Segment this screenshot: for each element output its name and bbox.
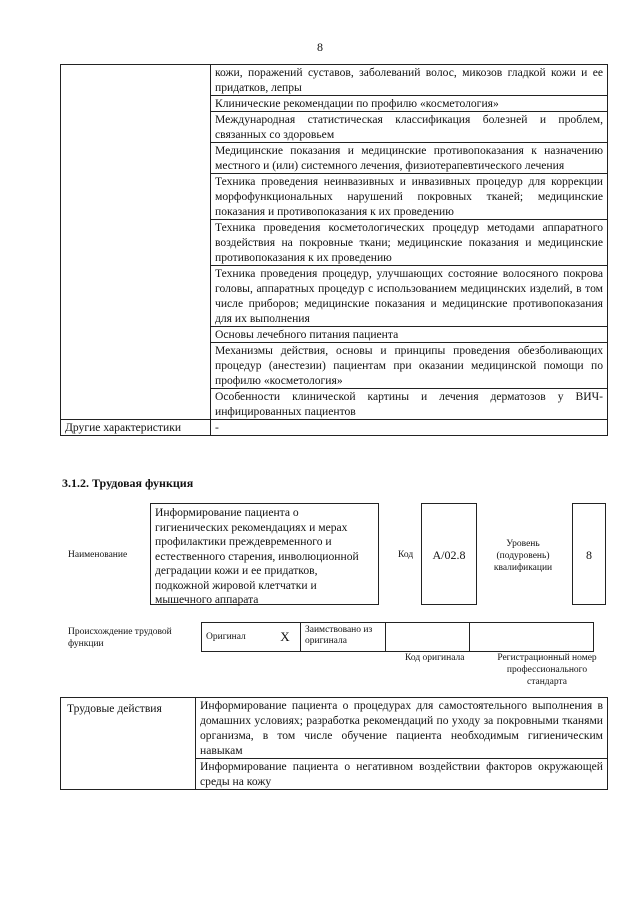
- table-cell-left: Другие характеристики: [61, 420, 211, 436]
- table-cell: Информирование пациента о процедурах для самостоятельного выполнения в домашних условиях; разработка рекомендаций по уходу за покровными тканями организма, в том числе обучение пациента необходимым гигиеническим навыкам: [196, 698, 608, 759]
- code-original-label: Код оригинала: [405, 653, 465, 663]
- actions-table: [60, 697, 608, 790]
- borrowed-label: Заимствовано из оригинала: [301, 623, 386, 652]
- table-cell: Техника проведения процедур, улучшающих состояние волосяного покрова головы, аппаратных процедур с использованием медицинских изделий, в том числе приборов; медицинские показания и медицинские противопоказания для их выполнения: [211, 266, 608, 327]
- code-original-cell: [386, 623, 470, 652]
- origin-label: Происхождение трудовой функции: [68, 627, 172, 649]
- table-cell-left: [61, 65, 211, 420]
- table-cell: Информирование пациента о негативном воздействии факторов окружающей среды на кожу: [196, 759, 608, 790]
- name-label: Наименование: [68, 550, 128, 560]
- table-cell: кожи, поражений суставов, заболеваний волос, микозов гладкой кожи и ее придатков, лепры: [211, 65, 608, 96]
- table-cell: Медицинские показания и медицинские противопоказания к назначению местного и (или) системного лечения, физиотерапевтического лечения: [211, 143, 608, 174]
- code-label: Код: [398, 550, 414, 560]
- table-cell: Техника проведения косметологических процедур методами аппаратного воздействия на покровные ткани; медицинские показания и медицинские противопоказания к их проведению: [211, 220, 608, 266]
- table-cell: Механизмы действия, основы и принципы проведения обезболивающих процедур (анестезии) пациентам при оказании медицинской помощи по профилю «косметология»: [211, 343, 608, 389]
- origin-table: [201, 622, 594, 652]
- page-number: 8: [317, 40, 323, 54]
- original-mark: X: [270, 623, 301, 652]
- table-cell: Техника проведения неинвазивных и инвазивных процедур для коррекции морфофункциональных нарушений покровных тканей; медицинские показания и противопоказания к их проведению: [211, 174, 608, 220]
- table-row: [61, 698, 608, 759]
- knowledge-table: [60, 64, 608, 436]
- reg-number-label: Регистрационный номер профессионального стандарта: [497, 653, 597, 687]
- original-label: Оригинал: [202, 623, 271, 652]
- table-cell: Основы лечебного питания пациента: [211, 327, 608, 343]
- table-row: [202, 623, 594, 652]
- table-row: [61, 65, 608, 96]
- section-heading: 3.1.2. Трудовая функция: [62, 476, 194, 490]
- table-cell: Международная статистическая классификация болезней и проблем, связанных со здоровьем: [211, 112, 608, 143]
- table-row: [61, 420, 608, 436]
- actions-label: Трудовые действия: [61, 698, 196, 790]
- level-box: [572, 503, 606, 605]
- table-cell: Клинические рекомендации по профилю «косметология»: [211, 96, 608, 112]
- function-name-box: Информирование пациента о гигиенических рекомендациях и мерах профилактики преждевременного и естественного старения, инволюционной деградации кожи и ее придатков, подкожной жировой клетчатки и мышечного аппарата: [150, 503, 379, 605]
- code-box: [421, 503, 477, 605]
- table-cell: -: [211, 420, 608, 436]
- reg-number-cell: [470, 623, 594, 652]
- table-cell: Особенности клинической картины и лечения дерматозов у ВИЧ-инфицированных пациентов: [211, 389, 608, 420]
- level-label: Уровень (подуровень) квалификации: [493, 539, 553, 573]
- level-value: 8: [586, 548, 592, 562]
- code-value: A/02.8: [432, 548, 466, 562]
